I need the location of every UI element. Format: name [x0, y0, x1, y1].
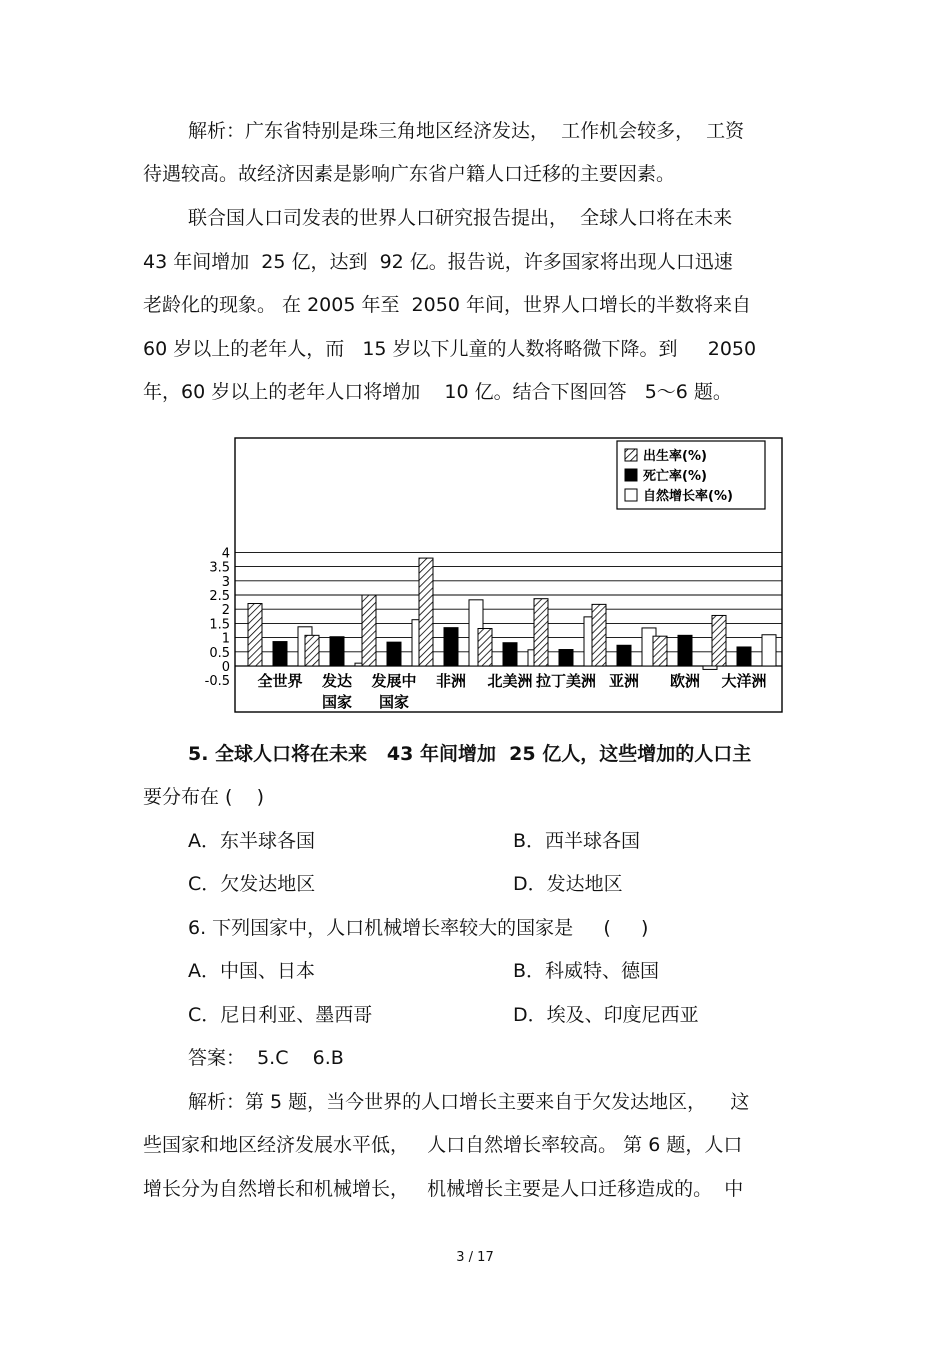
legend-label-death: 死亡率(%) — [643, 469, 707, 484]
bar-death-7 — [678, 635, 692, 666]
bar-natural-7 — [703, 666, 717, 669]
bar-birth-2 — [362, 595, 376, 666]
y-tick-label: 0 — [221, 660, 230, 675]
x-axis-labels — [257, 672, 766, 711]
y-tick-label: 0.5 — [209, 645, 230, 661]
x-tick-label: 国家 — [321, 693, 353, 711]
x-tick-label: 全世界 — [257, 672, 303, 690]
bar-death-1 — [330, 637, 344, 666]
x-tick-label: 拉丁美洲 — [535, 672, 597, 690]
passage-line-4: 60 岁以上的老年人，而 15 岁以下儿童的人数将略微下降。到 2050 — [143, 338, 757, 360]
bar-death-0 — [273, 642, 287, 666]
bar-death-8 — [737, 647, 751, 666]
q6-option-a: A．中国、日本 — [188, 960, 315, 982]
bar-death-3 — [444, 628, 458, 666]
y-tick-label: -0.5 — [204, 674, 230, 690]
passage-line-2: 43 年间增加 25 亿，达到 92 亿。报告说，许多国家将出现人口迅速 — [143, 251, 733, 273]
analysis2-line-2: 些国家和地区经济发展水平低， 人口自然增长率较高。 第 6 题，人口 — [143, 1134, 743, 1156]
q5-option-c: C．欠发达地区 — [188, 873, 316, 895]
x-tick-label: 发达 — [321, 672, 353, 690]
q5-line-2: 要分布在 ( ) — [143, 786, 265, 808]
bar-birth-0 — [248, 604, 262, 666]
bar-death-6 — [617, 645, 631, 666]
analysis2-line-1: 解析：第 5 题，当今世界的人口增长主要来自于欠发达地区， 这 — [188, 1091, 750, 1113]
x-tick-label: 国家 — [378, 693, 410, 711]
x-tick-label: 北美洲 — [487, 672, 533, 690]
analysis2-line-3: 增长分为自然增长和机械增长， 机械增长主要是人口迁移造成的。 中 — [143, 1178, 744, 1200]
q5-option-d: D．发达地区 — [513, 873, 623, 895]
legend-swatch-death — [625, 469, 637, 481]
bar-birth-5 — [534, 599, 548, 666]
answer-line: 答案： 5.C 6.B — [188, 1047, 344, 1069]
population-rate-chart — [200, 424, 786, 716]
q6-option-c: C．尼日利亚、墨西哥 — [188, 1004, 373, 1026]
y-axis-ticks — [205, 546, 230, 689]
bar-birth-7 — [653, 636, 667, 666]
y-tick-label: 1.5 — [209, 617, 230, 633]
y-tick-label: 4 — [221, 546, 230, 562]
q6-line-1: 6. 下列国家中，人口机械增长率较大的国家是 ( ) — [188, 917, 649, 939]
bar-birth-8 — [712, 615, 726, 666]
page-number: 3 / 17 — [456, 1250, 494, 1265]
legend-label-natural: 自然增长率(%) — [643, 489, 733, 504]
passage-line-3: 老龄化的现象。 在 2005 年至 2050 年间，世界人口增长的半数将来自 — [143, 294, 751, 316]
chart-legend — [617, 441, 765, 509]
y-tick-label: 2 — [221, 603, 230, 619]
bar-birth-1 — [305, 635, 319, 666]
q5-line-1: 5. 全球人口将在未来 43 年间增加 25 亿人，这些增加的人口主 — [188, 743, 752, 765]
bar-death-5 — [559, 650, 573, 666]
x-tick-label: 欧洲 — [669, 672, 701, 690]
q6-option-b: B．科威特、德国 — [513, 960, 660, 982]
q5-option-a: A．东半球各国 — [188, 830, 315, 852]
x-tick-label: 非洲 — [435, 672, 467, 690]
legend-label-birth: 出生率(%) — [643, 449, 707, 464]
y-tick-label: 3 — [221, 574, 230, 590]
x-tick-label: 亚洲 — [608, 672, 640, 690]
bar-natural-8 — [762, 635, 776, 666]
analysis-line-1: 解析：广东省特别是珠三角地区经济发达， 工作机会较多， 工资 — [188, 120, 745, 142]
x-tick-label: 大洋洲 — [721, 672, 767, 690]
x-tick-label: 发展中 — [371, 672, 417, 690]
passage-line-5: 年，60 岁以上的老年人口将增加 10 亿。结合下图回答 5～6 题。 — [143, 381, 732, 403]
analysis-line-2: 待遇较高。故经济因素是影响广东省户籍人口迁移的主要因素。 — [143, 163, 676, 185]
bar-death-4 — [503, 643, 517, 666]
y-tick-label: 1 — [221, 631, 230, 647]
chart-bars — [248, 558, 776, 669]
passage-line-1: 联合国人口司发表的世界人口研究报告提出， 全球人口将在未来 — [188, 207, 733, 229]
y-tick-label: 3.5 — [209, 560, 230, 576]
bar-birth-3 — [419, 558, 433, 666]
q5-option-b: B．西半球各国 — [513, 830, 641, 852]
q6-option-d: D．埃及、印度尼西亚 — [513, 1004, 699, 1026]
y-tick-label: 2.5 — [209, 589, 230, 604]
bar-death-2 — [387, 642, 401, 666]
bar-birth-4 — [478, 629, 492, 666]
bar-birth-6 — [592, 604, 606, 666]
legend-swatch-natural — [625, 489, 637, 501]
legend-swatch-birth — [625, 449, 637, 461]
